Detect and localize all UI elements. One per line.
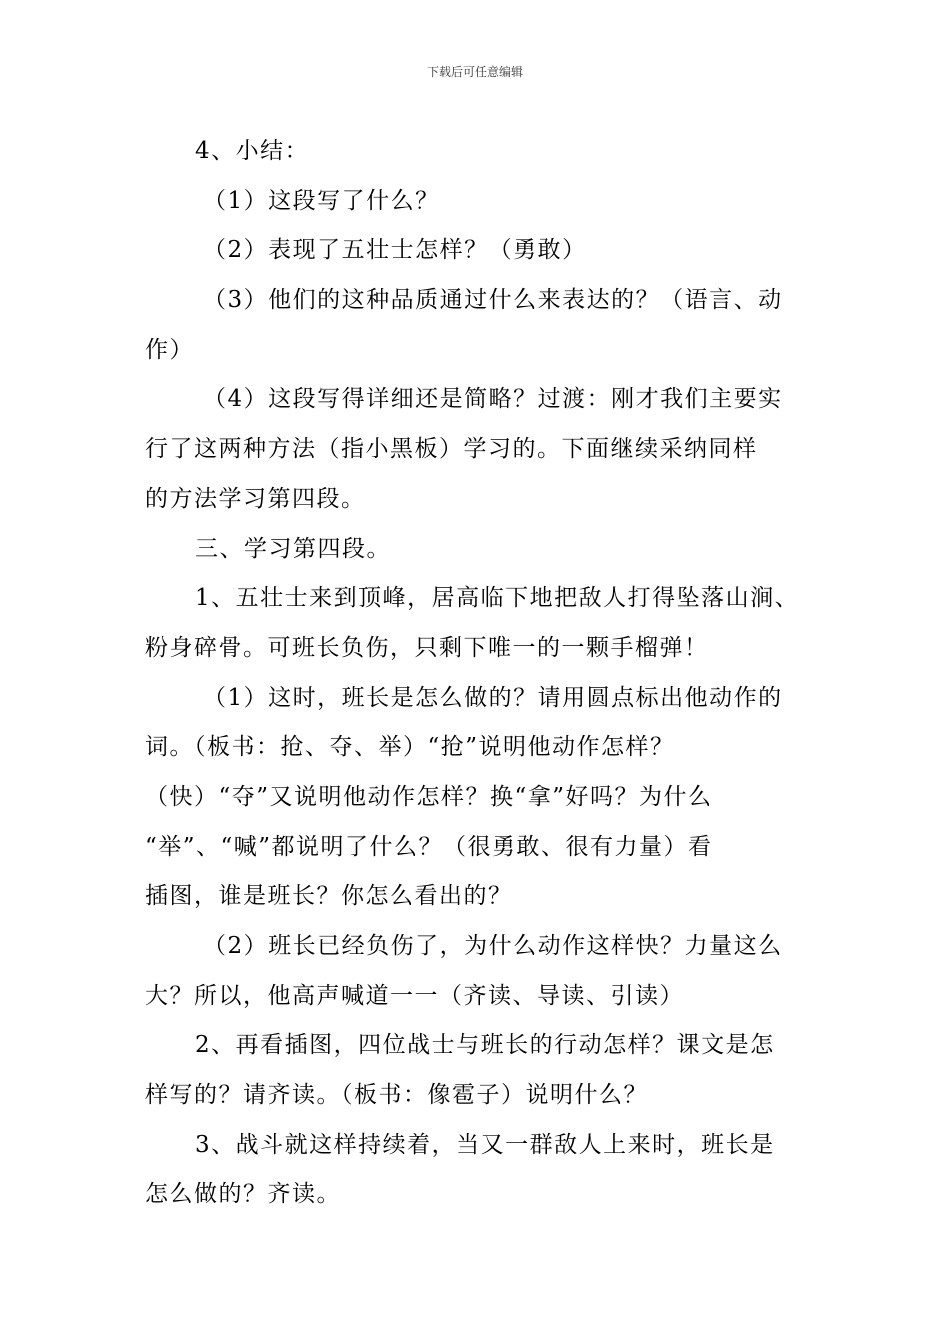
paragraph-line: 样写的？请齐读。（板书：像雹子）说明什么？ (145, 1082, 648, 1109)
paragraph-line: （2）班长已经负伤了，为什么动作这样快？力量这么 (203, 933, 783, 959)
paragraph-line: 词。（板书：抢、夺、举）“抢”说明他动作怎样？ (145, 734, 675, 761)
page-header: 下载后可任意编辑 (426, 65, 523, 79)
document-body (145, 127, 810, 1220)
paragraph-line: （3）他们的这种品质通过什么来表达的？（语言、动 (203, 287, 783, 314)
paragraph-line: （1）这段写了什么？ (203, 187, 440, 214)
paragraph-line: 2、再看插图，四位战士与班长的行动怎样？课文是怎 (195, 1032, 775, 1059)
paragraph-line: （2）表现了五壮士怎样？（勇敢） (203, 237, 587, 264)
paragraph-line: （4）这段写得详细还是简略？过渡：刚才我们主要实 (203, 386, 783, 413)
paragraph-line: （1）这时，班长是怎么做的？请用圆点标出他动作的 (203, 684, 783, 711)
paragraph-line: （快）“夺”又说明他动作怎样？换“拿”好吗？为什么 (145, 783, 713, 810)
paragraph-line: 作） (145, 336, 194, 363)
section-heading: 三、学习第四段。 (195, 535, 391, 562)
paragraph-line: 行了这两种方法（指小黑板）学习的。下面继续采纳同样 (145, 436, 758, 463)
paragraph-line: 的方法学习第四段。 (145, 485, 366, 512)
paragraph-line: 粉身碎骨。可班长负伤，只剩下唯一的一颗手榴弹！ (145, 634, 709, 661)
paragraph-line: 1、五壮士来到顶峰，居高临下地把敌人打得坠落山涧、 (195, 585, 800, 612)
paragraph-line: 4、小结： (195, 138, 310, 164)
paragraph-line: 怎么做的？齐读。 (145, 1181, 341, 1208)
paragraph-line: 大？所以，他高声喊道一一（齐读、导读、引读） (145, 982, 684, 1009)
paragraph-line: “举”、“喊”都说明了什么？（很勇敢、很有力量）看 (145, 833, 713, 860)
paragraph-line: 3、战斗就这样持续着，当又一群敌人上来时，班长是 (195, 1131, 775, 1158)
paragraph-line: 插图，谁是班长？你怎么看出的？ (145, 883, 513, 910)
